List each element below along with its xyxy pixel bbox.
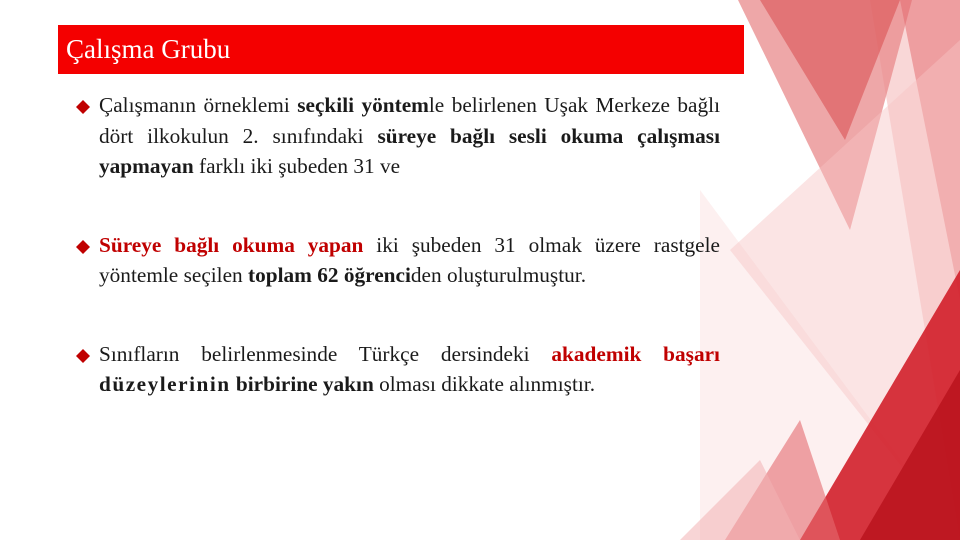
bullet-item (75, 230, 720, 291)
bullet-text: Sınıfların belirlenmesinde Türkçe dersindeki akademik başarı düzeylerinin birbirine yakın olması dikkate alınmıştır. (99, 341, 720, 396)
title-bar (58, 25, 744, 74)
bullet-list (75, 90, 720, 400)
bullet-text: Süreye bağlı okuma yapan iki şubeden 31 olmak üzere rastgele yöntemle seçilen toplam 62 öğrenciden oluşturulmuştur. (99, 232, 720, 287)
bullet-item (75, 339, 720, 400)
slide-title: Çalışma Grubu (66, 34, 231, 64)
diamond-bullet-icon (75, 239, 91, 255)
bullet-text: Çalışmanın örneklemi seçkili yöntemle belirlenen Uşak Merkeze bağlı dört ilkokulun 2. sınıfındaki süreye bağlı sesli okuma çalışması yapmayan farklı iki şubeden 31 ve (99, 93, 720, 178)
bullet-item (75, 90, 720, 182)
diamond-bullet-icon (75, 348, 91, 364)
diamond-bullet-icon (75, 99, 91, 115)
